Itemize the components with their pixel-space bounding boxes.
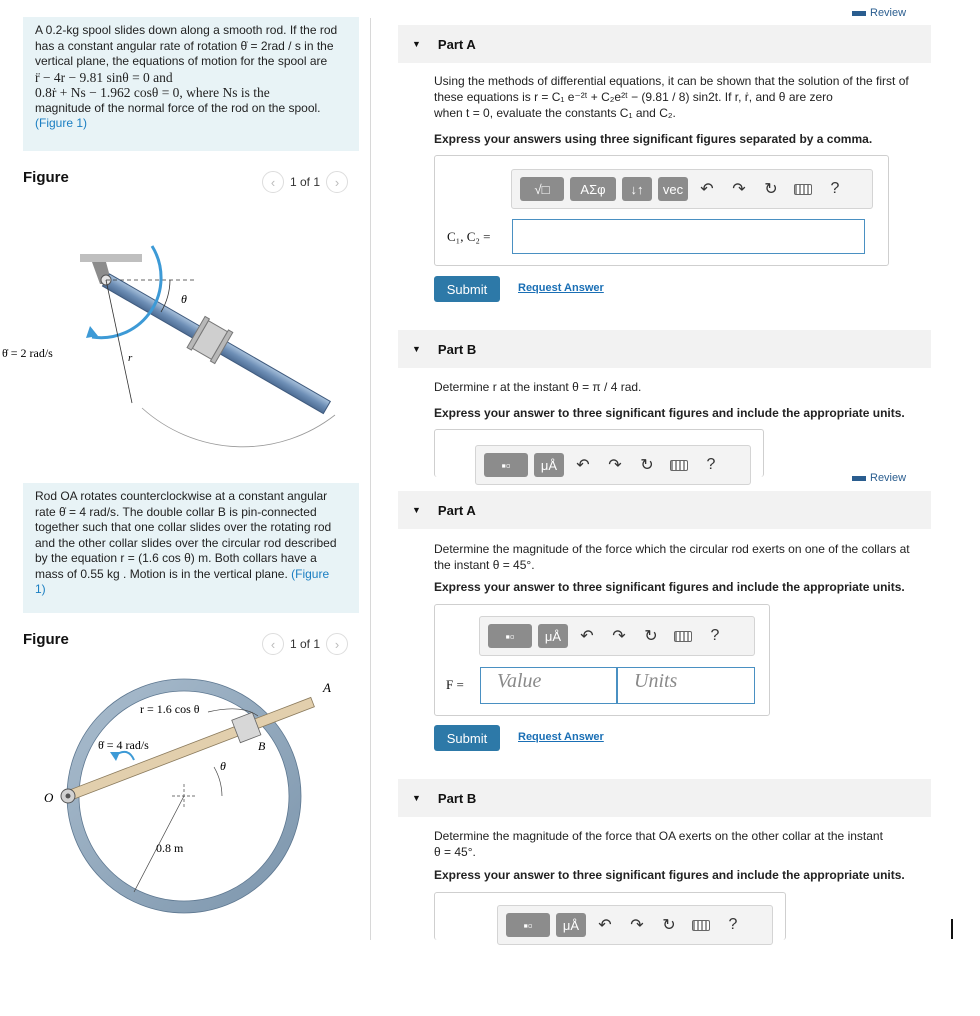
part-a-header[interactable]	[398, 25, 931, 63]
figure-pager	[262, 171, 348, 193]
undo-icon[interactable]: ↶	[580, 628, 594, 645]
point-A-label: A	[323, 680, 331, 695]
ceiling-mount	[80, 254, 142, 262]
point-O-label: O	[44, 790, 54, 805]
problem1-line: vertical plane, the equations of motion for the spool are	[35, 54, 328, 68]
answer-label: F =	[446, 677, 464, 692]
figure-label: Figure	[23, 631, 69, 648]
part-b-instruction: Express your answer to three significant figures and include the appropriate units.	[434, 406, 905, 420]
part-b-header[interactable]	[398, 779, 931, 817]
pager-text: 1 of 1	[290, 175, 321, 189]
units-input[interactable]: Units	[617, 667, 755, 704]
answer-box-part-b	[434, 429, 764, 477]
undo-icon[interactable]: ↶	[700, 181, 714, 198]
request-answer-link[interactable]: Request Answer	[518, 282, 604, 294]
math-toolbar	[475, 445, 751, 485]
help-icon[interactable]: ?	[728, 916, 738, 933]
units-button[interactable]: μÅ	[556, 913, 586, 937]
problem1-equation: r̈ − 4r − 9.81 sinθ = 0 and	[35, 69, 173, 85]
units-button[interactable]: μÅ	[534, 453, 564, 477]
figure-link[interactable]: (Figure 1)	[35, 116, 88, 130]
problem-statement-2	[23, 483, 359, 613]
undo-icon[interactable]: ↶	[576, 457, 590, 474]
collapse-triangle-icon[interactable]: ▼	[412, 505, 421, 515]
part-b-header[interactable]	[398, 330, 931, 368]
part-title: Part B	[437, 341, 477, 357]
reset-icon[interactable]: ↻	[662, 917, 676, 934]
part-b-question: Determine r at the instant θ = π / 4 rad.	[434, 380, 642, 394]
help-icon[interactable]: ?	[706, 456, 716, 473]
rod	[97, 264, 336, 423]
part-b-instruction: Express your answer to three significant figures and include the appropriate units.	[434, 868, 905, 882]
keyboard-icon[interactable]	[790, 177, 816, 201]
answer-box-part-a	[434, 155, 889, 266]
theta-label: θ	[220, 759, 226, 773]
figure-1-spool-rod	[2, 240, 350, 430]
prev-figure-button[interactable]: ‹	[262, 171, 284, 193]
column-divider	[370, 18, 371, 940]
keyboard-icon[interactable]	[670, 624, 696, 648]
problem1-line: magnitude of the normal force of the rod on the spool.	[35, 100, 321, 115]
submit-button[interactable]: Submit	[434, 725, 500, 751]
help-icon[interactable]: ?	[830, 180, 840, 197]
angular-rate-label: θ̇ = 2 rad/s	[2, 346, 53, 360]
problem2-line: together such that one collar slides over the rotating rod	[35, 520, 332, 534]
template-button[interactable]: √□	[520, 177, 564, 201]
part-b-question: Determine the magnitude of the force that OA exerts on the other collar at the instant θ = 45°.	[434, 829, 883, 859]
template-button[interactable]: ▪▫	[488, 624, 532, 648]
theta-label: θ	[181, 292, 187, 306]
point-B-label: B	[258, 739, 266, 753]
math-toolbar	[479, 616, 755, 656]
answer-box-part-b	[434, 892, 786, 940]
problem1-line: A 0.2-kg spool slides down along a smooth rod. If the rod	[35, 23, 338, 37]
redo-icon[interactable]: ↷	[732, 181, 746, 198]
redo-icon[interactable]: ↷	[630, 917, 644, 934]
figure-label: Figure	[23, 169, 69, 186]
undo-icon[interactable]: ↶	[598, 917, 612, 934]
problem-statement-1	[23, 17, 359, 151]
collapse-triangle-icon[interactable]: ▼	[412, 344, 421, 354]
math-toolbar	[497, 905, 773, 945]
math-toolbar	[511, 169, 873, 209]
answer-box-part-a	[434, 604, 770, 716]
figure-1-rod-and-ring	[36, 672, 352, 912]
help-icon[interactable]: ?	[710, 627, 720, 644]
review-link[interactable]: Review	[852, 475, 906, 485]
part-a-instruction: Express your answers using three significant figures separated by a comma.	[434, 132, 873, 146]
keyboard-icon[interactable]	[688, 913, 714, 937]
part-title: Part A	[437, 36, 476, 52]
figure-pager	[262, 633, 348, 655]
next-figure-button[interactable]: ›	[326, 633, 348, 655]
keyboard-icon[interactable]	[666, 453, 692, 477]
reset-icon[interactable]: ↻	[644, 628, 658, 645]
review-link[interactable]: Review	[852, 10, 906, 20]
r-label: r	[128, 352, 133, 364]
value-input[interactable]: Value	[480, 667, 617, 704]
problem2-line: mass of 0.55 kg . Motion is in the vertical plane.	[35, 566, 288, 581]
problem1-line: has a constant angular rate of rotation θ̇ = 2rad / s in the	[35, 38, 334, 53]
greek-symbols-button[interactable]: ΑΣφ	[570, 177, 616, 201]
redo-icon[interactable]: ↷	[612, 628, 626, 645]
figure-link[interactable]: (Figure	[291, 566, 330, 581]
reset-icon[interactable]: ↻	[640, 457, 654, 474]
problem2-line: by the equation r = (1.6 cos θ) m. Both collars have a	[35, 551, 317, 565]
pager-text: 1 of 1	[290, 637, 321, 651]
angular-rate-label: θ̇ = 4 rad/s	[98, 738, 149, 752]
collapse-triangle-icon[interactable]: ▼	[412, 39, 421, 49]
sort-button[interactable]: ↓↑	[622, 177, 652, 201]
problem2-line: rate θ̇ = 4 rad/s. The double collar B is pin-connected	[35, 504, 317, 519]
reset-icon[interactable]: ↻	[764, 181, 778, 198]
part-title: Part A	[437, 502, 476, 518]
answer-input[interactable]	[512, 219, 865, 254]
text-cursor	[951, 919, 953, 939]
problem2-line: Rod OA rotates counterclockwise at a constant angular	[35, 489, 328, 503]
answer-label: C₁, C₂ =	[447, 229, 491, 244]
part-a-question: Determine the magnitude of the force which the circular rod exerts on one of the collars at the instant θ = 45°.	[434, 542, 910, 572]
part-a-instruction: Express your answer to three significant figures and include the appropriate units.	[434, 580, 905, 594]
collapse-triangle-icon[interactable]: ▼	[412, 793, 421, 803]
part-title: Part B	[437, 790, 477, 806]
vector-button[interactable]: vec	[658, 177, 688, 201]
part-a-header[interactable]	[398, 491, 931, 529]
problem2-line: and the other collar slides over the circular rod described	[35, 535, 337, 550]
part-a-question: Using the methods of differential equations, it can be shown that the solution of the first of these equations is r = C₁ e⁻²ᵗ + C₂e²ᵗ − (9.81 / 8) sin2t. If r, ṙ, and θ are zero when t = 0, evaluate the constants C₁ and C₂.	[434, 74, 909, 120]
r-equation-label: r = 1.6 cos θ	[140, 702, 200, 716]
problem1-equation: 0.8ṙ + Ns − 1.962 cosθ = 0, where Ns is the	[35, 85, 270, 100]
template-button[interactable]: ▪▫	[484, 453, 528, 477]
template-button[interactable]: ▪▫	[506, 913, 550, 937]
submit-button[interactable]: Submit	[434, 276, 500, 302]
request-answer-link[interactable]: Request Answer	[518, 731, 604, 743]
units-button[interactable]: μÅ	[538, 624, 568, 648]
figure-link[interactable]: 1)	[35, 582, 46, 596]
next-figure-button[interactable]: ›	[326, 171, 348, 193]
prev-figure-button[interactable]: ‹	[262, 633, 284, 655]
redo-icon[interactable]: ↷	[608, 457, 622, 474]
radius-label: 0.8 m	[156, 841, 184, 855]
